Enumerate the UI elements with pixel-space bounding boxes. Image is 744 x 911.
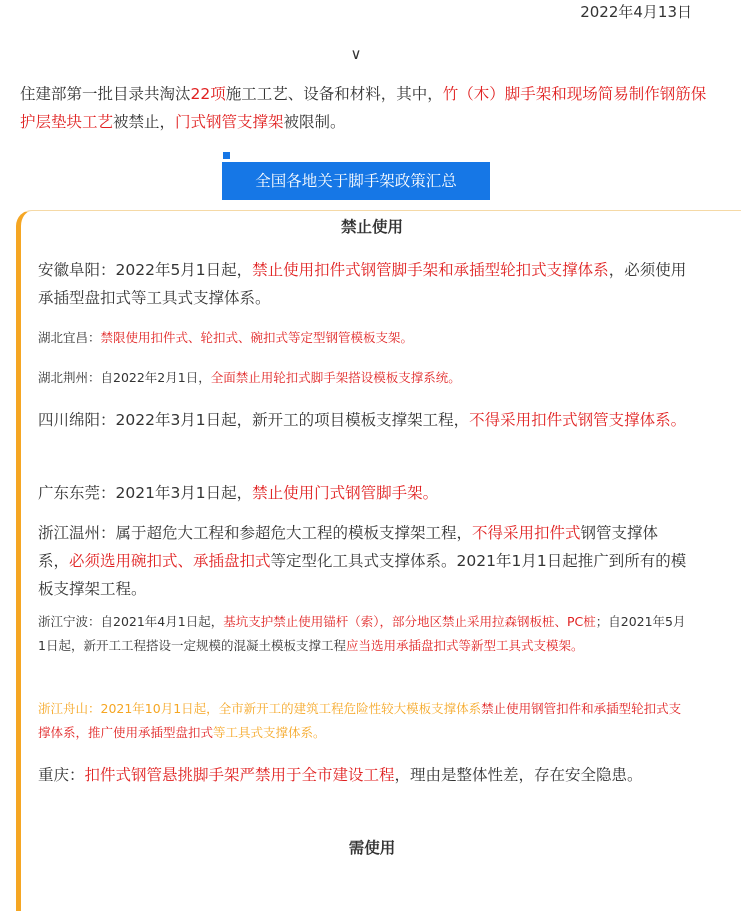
policy-text: ，理由是整体性差，存在安全隐患。: [394, 766, 643, 784]
policy-highlight: 禁止使用钢管扣件和承插型轮扣式支撑体系，推广使用承插型盘扣式: [38, 701, 682, 740]
policy-text: 湖北荆州：自2022年2月1日，: [38, 370, 211, 385]
policy-highlight: 基坑支护禁止使用锚杆（索），部分地区禁止采用拉森钢板桩、PC桩: [223, 614, 596, 629]
policy-anhui: [38, 256, 688, 312]
policy-dongguan: [38, 479, 688, 507]
policy-text: 浙江舟山：2021年10月1日起，全市新开工的建筑工程危险性较大模板支撑体系: [38, 701, 482, 716]
policy-highlight: 扣件式钢管悬挑脚手架严禁用于全市建设工程: [84, 766, 395, 784]
intro-text: 被禁止，: [113, 113, 176, 131]
policy-summary-banner: 全国各地关于脚手架政策汇总: [222, 162, 490, 200]
policy-text: 四川绵阳：2022年3月1日起，新开工的项目模板支撑架工程，: [38, 411, 470, 429]
policy-highlight: 必须选用碗扣式、承插盘扣式: [69, 552, 271, 570]
intro-highlight-count: 22项: [190, 85, 226, 103]
policy-text: 钢管支撑体系，: [38, 524, 659, 570]
intro-paragraph: [20, 80, 710, 136]
article-date: 2022年4月13日: [580, 3, 692, 21]
policy-ningbo: [38, 610, 688, 658]
policy-wenzhou: [38, 519, 688, 603]
policy-mianyang: [38, 406, 688, 434]
policy-text: ；自2021年5月1日起，新开工工程搭设一定规模的混凝土模板支撑工程: [38, 614, 686, 653]
policy-highlight: 禁止使用扣件式钢管脚手架和承插型轮扣式支撑体系: [252, 261, 609, 279]
policy-chongqing: [38, 761, 688, 789]
chevron-down-icon[interactable]: ∨: [350, 45, 362, 63]
policy-yichang: [38, 326, 688, 350]
intro-text: 被限制。: [283, 113, 346, 131]
policy-text: 湖北宜昌：: [38, 330, 101, 345]
policy-text: 浙江温州：属于超危大工程和参超危大工程的模板支撑架工程，: [38, 524, 473, 542]
intro-highlight-banned: 竹（木）脚手架和现场简易制作钢筋保护层垫块工艺: [20, 85, 707, 131]
decorative-square: [223, 152, 230, 159]
policy-text: 重庆：: [38, 766, 85, 784]
policy-text: ，必须使用承插型盘扣式等工具式支撑体系。: [38, 261, 687, 307]
policy-text: 等定型化工具式支撑体系。2021年1月1日起推广到所有的模板支撑架工程。: [38, 552, 687, 598]
policy-text: 浙江宁波：自2021年4月1日起，: [38, 614, 224, 629]
intro-text: 施工工艺、设备和材料，其中，: [225, 85, 443, 103]
policy-text: 广东东莞：2021年3月1日起，: [38, 484, 253, 502]
policy-highlight: 不得采用扣件式钢管支撑体系。: [469, 411, 687, 429]
policy-text: 安徽阜阳：2022年5月1日起，: [38, 261, 253, 279]
policy-highlight: 禁限使用扣件式、轮扣式、碗扣式等定型钢管模板支架。: [100, 330, 414, 345]
intro-text: 住建部第一批目录共淘汰: [20, 85, 191, 103]
intro-highlight-limited: 门式钢管支撑架: [175, 113, 284, 131]
policy-highlight: 全面禁止用轮扣式脚手架搭设模板支撑系统。: [210, 370, 461, 385]
policy-text: 等工具式支撑体系。: [213, 725, 326, 740]
section-heading-ban: 禁止使用: [340, 218, 403, 236]
policy-highlight: 不得采用扣件式: [472, 524, 581, 542]
policy-highlight: 应当选用承插盘扣式等新型工具式支模架。: [345, 638, 584, 653]
policy-highlight: 禁止使用门式钢管脚手架。: [252, 484, 439, 502]
policy-jingzhou: [38, 366, 688, 390]
policy-zhoushan: [38, 697, 688, 745]
section-heading-need: 需使用: [348, 839, 396, 857]
